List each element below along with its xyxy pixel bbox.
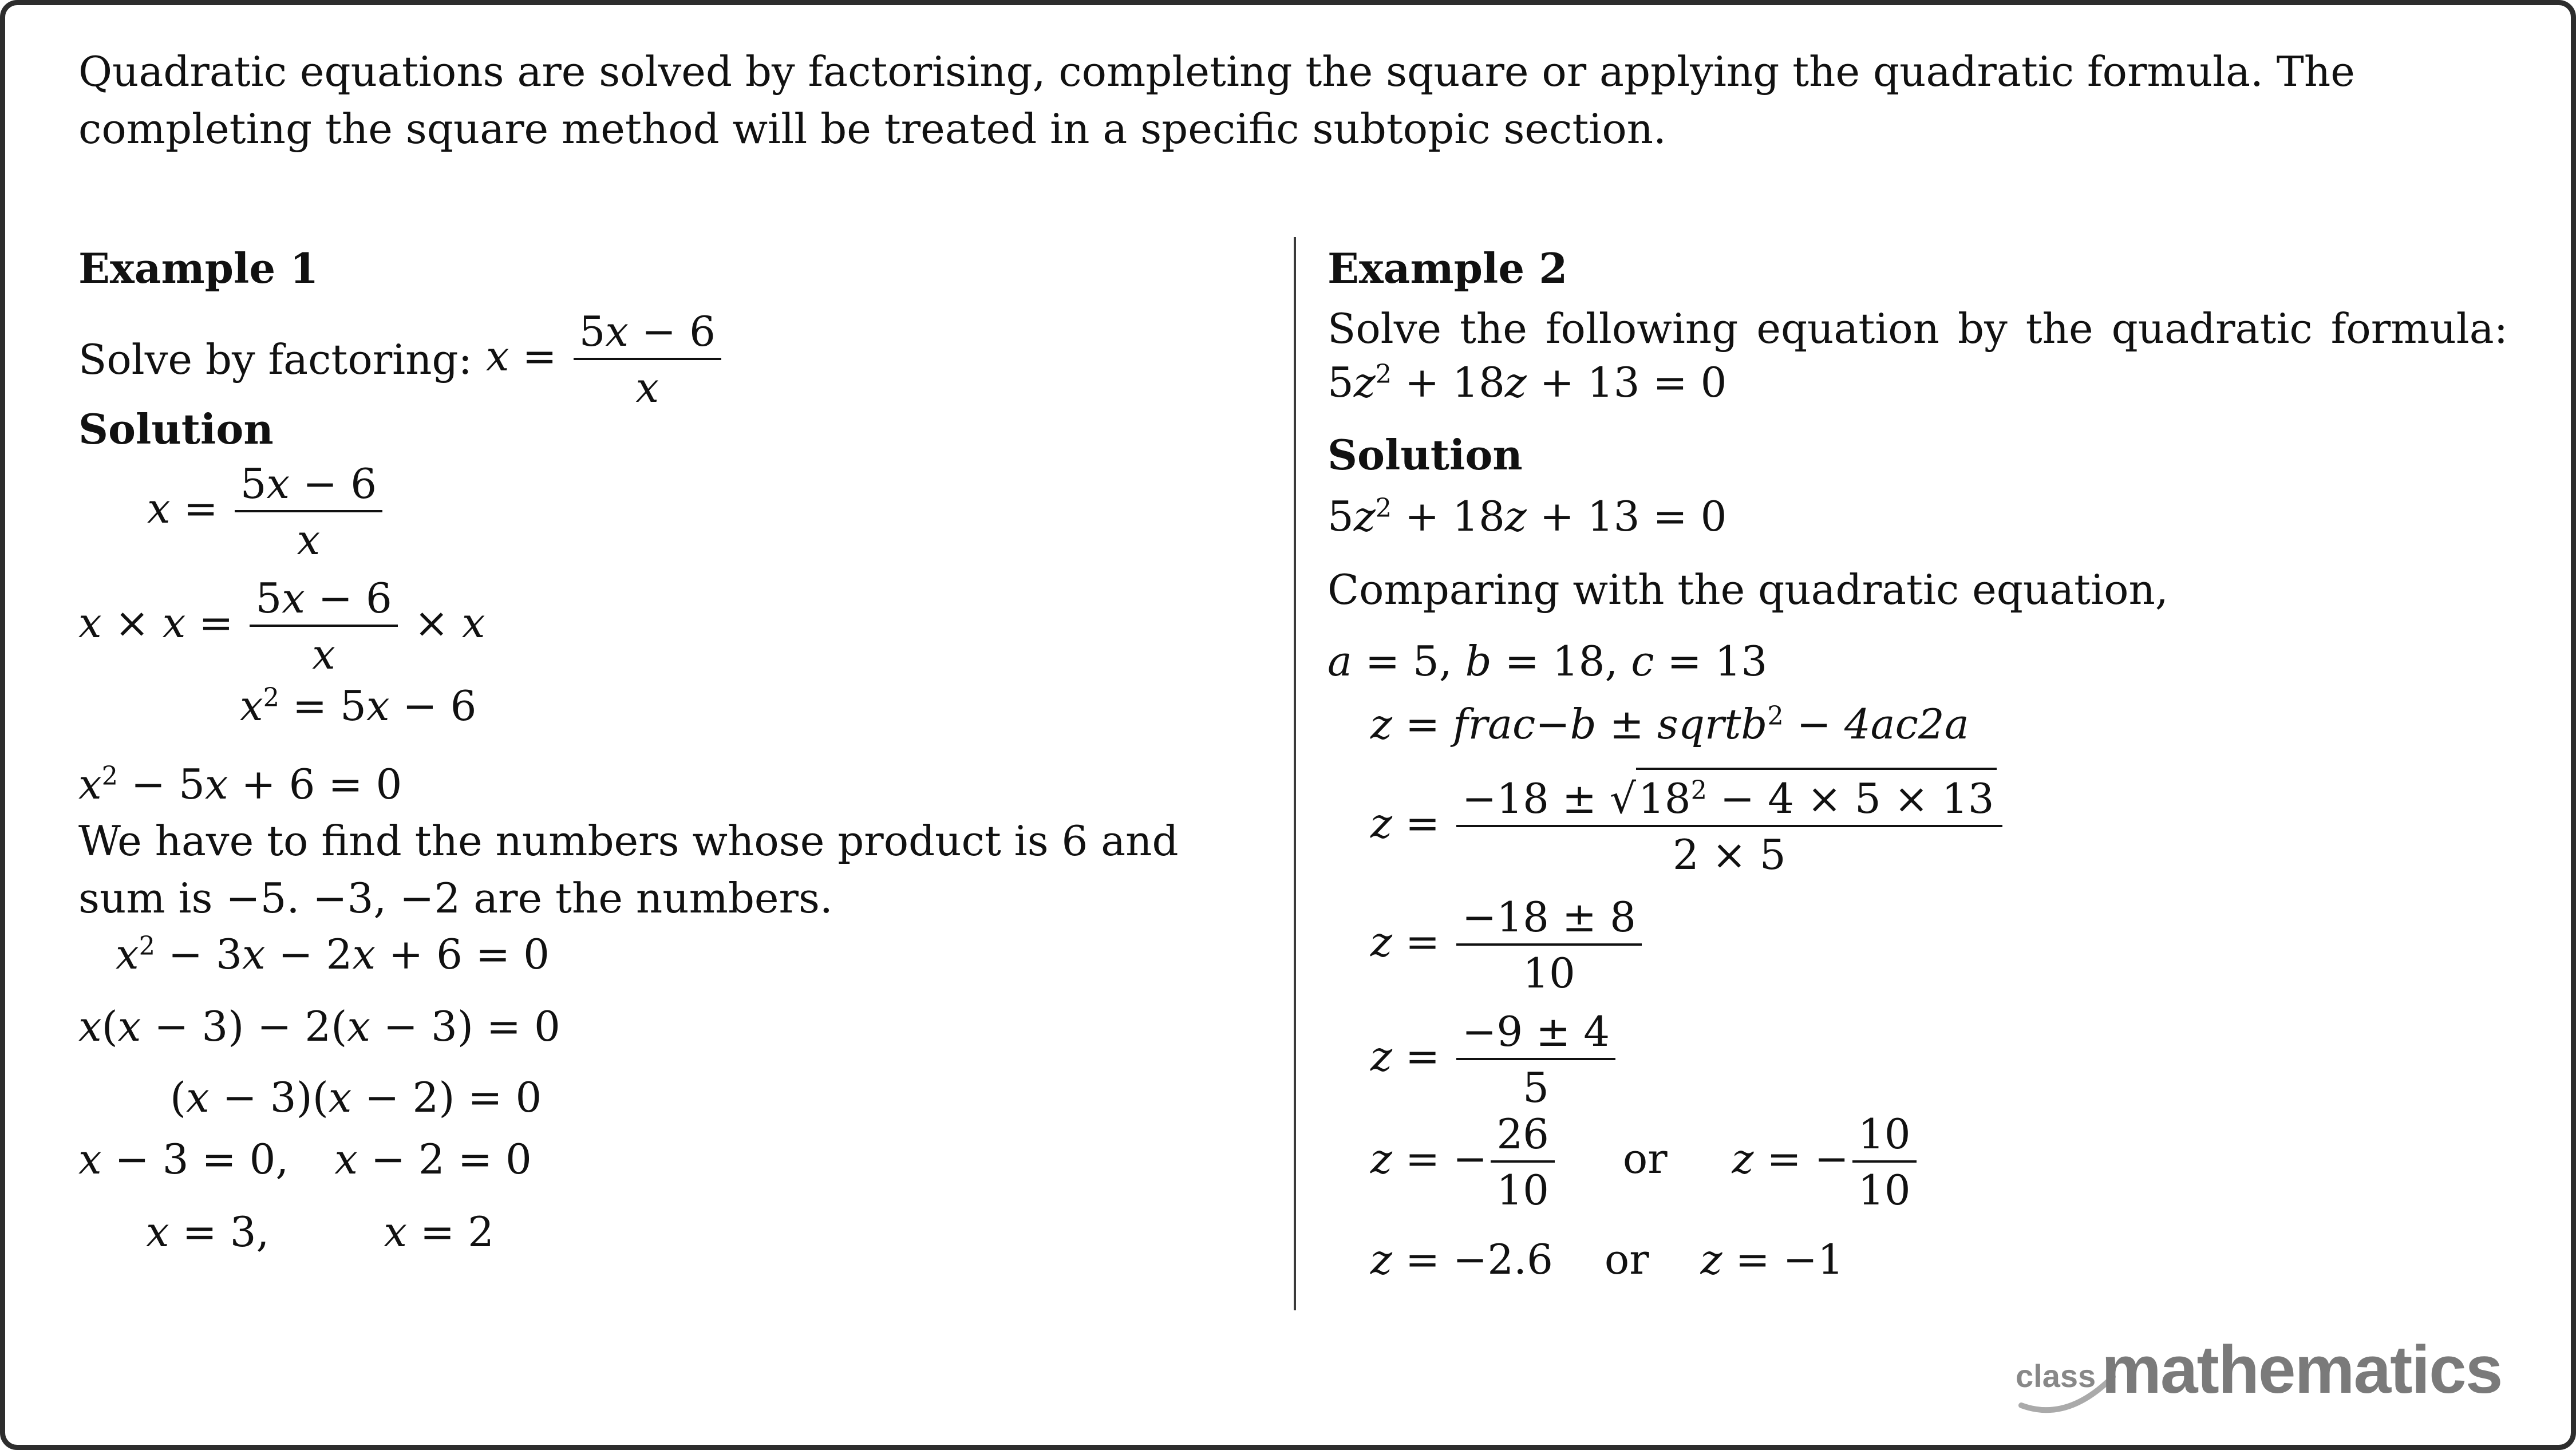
raw-formula-line: z = frac−b ± sqrtb$^2$ − 4ac2a — [1370, 700, 1969, 748]
step-split-middle: $x^2 - 3x - 2x + 6 = 0$ — [116, 930, 550, 978]
step-factored: (x − 3)(x − 2) = 0 — [170, 1073, 542, 1121]
step-multiply-both-sides: x × x = $\frac{5x - 6}{x}$ × x — [78, 574, 485, 678]
example2-prompt: Solve the following equation by the quadratic formula: — [1327, 305, 2508, 353]
step-zero-factors: x − 3 = 0, x − 2 = 0 — [78, 1135, 532, 1183]
example1-heading: Example 1 — [78, 244, 319, 293]
example2-solution-equation: $5z^2 + 18z + 13 = 0$ — [1327, 492, 1727, 540]
formula-simplified: z = $\frac{-18 \pm 8}{10}$ — [1370, 896, 1645, 994]
example1-prompt: Solve by factoring: — [78, 335, 472, 384]
raw-formula-tail: − 4ac2a — [1783, 700, 1969, 748]
intro-paragraph: Quadratic equations are solved by factorising, completing the square or applying the quadratic formula. The completing the square method will be treated in a specific subtopic section. — [78, 48, 2355, 153]
example2-solution-heading: Solution — [1327, 430, 1523, 479]
column-divider — [1294, 237, 1296, 1310]
example1-solution-heading: Solution — [78, 405, 274, 453]
example2-heading: Example 2 — [1327, 244, 1568, 293]
logo-class-text: class — [2016, 1358, 2096, 1394]
final-roots: z = −2.6 or z = −1 — [1370, 1235, 1844, 1283]
coefficients: a = 5, b = 18, c = 13 — [1327, 637, 1768, 685]
step-x-equals-fraction: x = $\frac{5x - 6}{x}$ — [147, 463, 386, 560]
classmathematics-logo — [2016, 1331, 2502, 1411]
example2-equation: $5z^2 + 18z + 13 = 0$ — [1327, 358, 1727, 406]
step-group: x(x − 3) − 2(x − 3) = 0 — [78, 1002, 560, 1050]
raw-formula-text: z = frac−b ± sqrtb — [1370, 700, 1768, 748]
step-roots: x = 3, x = 2 — [146, 1208, 494, 1256]
or-label-2: or — [1604, 1235, 1649, 1283]
example2-comparing: Comparing with the quadratic equation, — [1327, 566, 2168, 614]
formula-substituted: z = $\frac{-18 \pm √18^2 - 4 \times 5 \times 13}{2 \times 5}$ — [1370, 778, 2006, 875]
or-label-1: or — [1622, 1135, 1668, 1183]
example1-prompt-line — [78, 307, 725, 412]
example1-paragraph: We have to find the numbers whose product is 6 and sum is −5. −3, −2 are the numbers. — [78, 817, 1179, 922]
two-solutions-fractions: z = − $\frac{26}{10}$ or z = − $\frac{10}{10}$ — [1370, 1113, 1920, 1211]
logo-mathematics-text: mathematics — [2101, 1332, 2502, 1408]
formula-reduced: z = $\frac{-9 \pm 4}{5}$ — [1370, 1011, 1619, 1108]
step-standard-form: $x^2 - 5x + 6 = 0$ — [78, 760, 402, 808]
example1-equation: x = $\frac{5x - 6}{x}$ — [486, 311, 725, 408]
step-x-squared: $x^2 = 5x - 6$ — [240, 682, 477, 730]
